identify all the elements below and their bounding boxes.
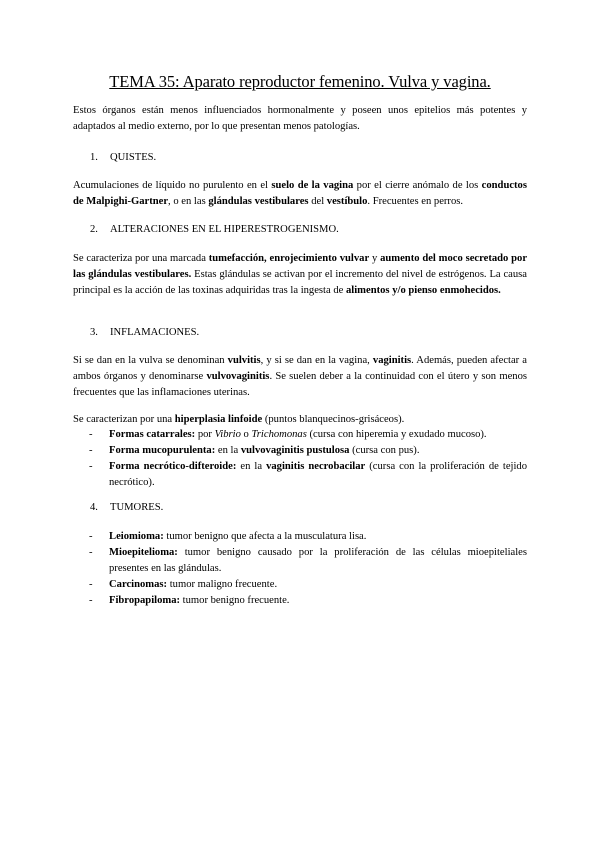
bold-run: aumento del moco secretado por las glándulas vestibulares. xyxy=(73,253,528,280)
section-title: ALTERACIONES EN EL HIPERESTROGENISMO. xyxy=(110,224,339,235)
text-run: Estas glándulas se activan por el incremento del nivel de estrógenos. La causa principal es la acción de las toxinas adquiridas tras la ingesta de xyxy=(73,269,528,296)
text-run: (cursa con pus). xyxy=(349,445,420,456)
text-run: Se caracteriza por una marcada xyxy=(73,253,209,264)
bold-run: Forma mucopurulenta: xyxy=(109,445,216,456)
bold-run: vulvovaginitis xyxy=(206,371,270,382)
section-title: TUMORES. xyxy=(110,502,164,513)
text-run: en la xyxy=(236,461,267,472)
text-run: (puntos blanquecinos-grisáceos). xyxy=(262,414,405,425)
text-run: tumor maligno frecuente. xyxy=(167,579,278,590)
text-run: tumor benigno frecuente. xyxy=(180,595,290,606)
tumores-list xyxy=(73,529,527,609)
section-heading-tumores xyxy=(90,500,163,516)
text-run: y xyxy=(369,253,381,264)
section-title: QUISTES. xyxy=(110,152,157,163)
inflamaciones-paragraph xyxy=(73,353,527,401)
text-run: Se caracterizan por una xyxy=(73,414,175,425)
list-item xyxy=(73,545,527,577)
page-title: TEMA 35: Aparato reproductor femenino. Vulva y vagina. xyxy=(109,72,491,91)
bold-run: Forma necrótico-difteroide: xyxy=(109,461,237,472)
bold-run: conductos de Malpighi-Gartner xyxy=(73,180,527,207)
bold-run: vulvitis xyxy=(227,355,261,366)
bold-run: Fibropapiloma: xyxy=(109,595,181,606)
text-run: . Se suelen deber a la continuidad con el útero y son menos frecuentes que las inflamaciones uterinas. xyxy=(73,371,527,398)
text-run: Si se dan en la vulva se denominan xyxy=(73,355,228,366)
intro-paragraph: Estos órganos están menos influenciados hormonalmente y poseen unos epitelios más potentes y adaptados al medio externo, por lo que presentan menos patologías. xyxy=(73,105,527,132)
text-run: por el cierre anómalo de los xyxy=(353,180,482,191)
text-run: (cursa con la proliferación de tejido necrótico). xyxy=(109,461,528,488)
text-run: tumor benigno causado por la proliferación de las células mioepiteliales presentes en las glándulas. xyxy=(109,547,527,574)
list-item xyxy=(73,577,527,593)
bold-run: glándulas vestibulares xyxy=(208,196,309,207)
bold-run: vaginitis necrobacilar xyxy=(266,461,366,472)
bold-run: tumefacción, enrojecimiento vulvar xyxy=(208,253,370,264)
text-run: , o en las xyxy=(168,196,209,207)
bold-run: vaginitis xyxy=(372,355,412,366)
section-heading-inflamaciones xyxy=(90,325,199,341)
hiperestrogenismo-paragraph xyxy=(73,251,527,299)
list-item xyxy=(73,443,527,459)
italic-run: Trichomonas xyxy=(251,429,307,440)
inflamaciones-list xyxy=(73,427,527,491)
text-run: o xyxy=(240,429,252,440)
bold-run: hiperplasia linfoide xyxy=(174,414,263,425)
section-number: 4. xyxy=(90,502,98,513)
hiperplasia-paragraph xyxy=(73,412,527,428)
italic-run: Vibrio xyxy=(214,429,241,440)
text-run: tumor benigno que afecta a la musculatura lisa. xyxy=(163,531,367,542)
text-run: Acumulaciones de líquido no purulento en el xyxy=(73,180,272,191)
quistes-paragraph xyxy=(73,178,527,210)
text-run: del xyxy=(308,196,327,207)
list-item xyxy=(73,459,527,491)
bold-run: alimentos y/o pienso enmohecidos. xyxy=(346,285,501,296)
text-run: en la xyxy=(215,445,241,456)
bold-run: suelo de la vagina xyxy=(271,180,354,191)
text-run: (cursa con hiperemia y exudado mucoso). xyxy=(306,429,487,440)
section-number: 3. xyxy=(90,327,98,338)
text-run: . Además, pueden afectar a ambos órganos y denominarse xyxy=(73,355,527,382)
list-item xyxy=(73,427,527,443)
bold-run: Carcinomas: xyxy=(109,579,168,590)
bold-run: vulvovaginitis pustulosa xyxy=(240,445,350,456)
bold-run: Mioepitelioma: xyxy=(109,547,178,558)
list-item xyxy=(73,593,527,609)
section-number: 1. xyxy=(90,152,98,163)
text-run: , y si se dan en la vagina, xyxy=(260,355,373,366)
section-heading-hiperestrogenismo xyxy=(90,222,339,238)
list-item xyxy=(73,529,527,545)
text-run: por xyxy=(195,429,215,440)
section-number: 2. xyxy=(90,224,98,235)
bold-run: Leiomioma: xyxy=(109,531,164,542)
bold-run: Formas catarrales: xyxy=(109,429,196,440)
section-title: INFLAMACIONES. xyxy=(110,327,200,338)
bold-run: vestíbulo xyxy=(326,196,368,207)
text-run: . Frecuentes en perros. xyxy=(367,196,464,207)
section-heading-quistes xyxy=(90,150,156,166)
